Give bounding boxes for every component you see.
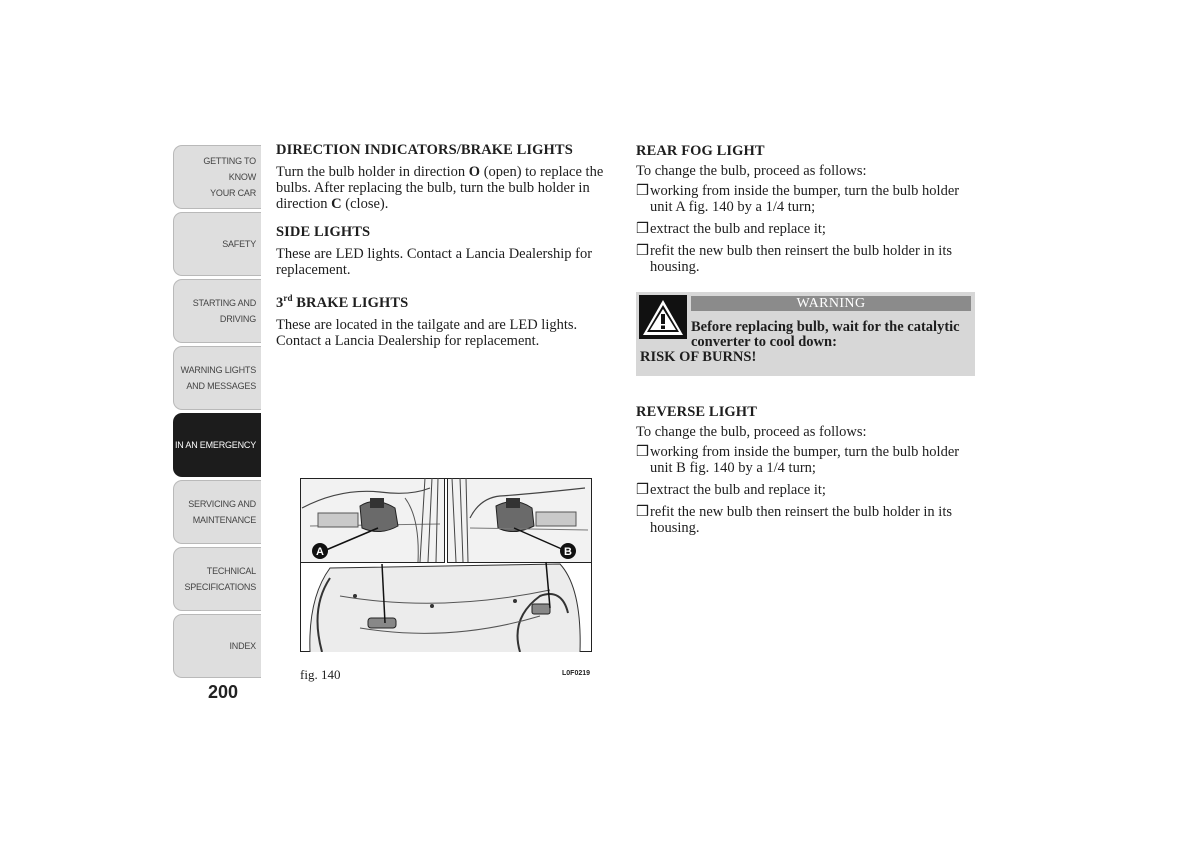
left-column xyxy=(276,142,606,361)
fog-intro: To change the bulb, proceed as follows: xyxy=(636,163,867,179)
tab-warning-lights[interactable]: WARNING LIGHTS AND MESSAGES xyxy=(173,346,261,410)
figure-140-illustration xyxy=(300,478,592,652)
rear-bumper-diagram xyxy=(300,478,592,652)
figure-code: L0F0219 xyxy=(562,670,591,677)
heading-direction-indicators: DIRECTION INDICATORS/BRAKE LIGHTS xyxy=(276,142,573,158)
list-item: ❒ working from inside the bumper, turn the bulb holder unit B fig. 140 by a 1/4 turn; xyxy=(636,444,960,476)
checkbox-bullet-icon: ❒ xyxy=(636,183,649,199)
list-item: ❒ working from inside the bumper, turn the bulb holder unit A fig. 140 by a 1/4 turn; xyxy=(636,183,960,215)
heading-rear-fog-light: REAR FOG LIGHT xyxy=(636,143,765,159)
car-rear-view xyxy=(310,562,580,652)
list-item: ❒ extract the bulb and replace it; xyxy=(636,221,826,237)
reverse-intro: To change the bulb, proceed as follows: xyxy=(636,424,867,440)
tab-servicing[interactable]: SERVICING AND MAINTENANCE xyxy=(173,480,261,544)
tab-getting-to-know[interactable]: GETTING TO KNOW YOUR CAR xyxy=(173,145,261,209)
brake-lights-text: These are located in the tailgate and are LED lights. Contact a Lancia Dealership for replacement. xyxy=(276,316,578,349)
checkbox-bullet-icon: ❒ xyxy=(636,221,649,237)
heading-side-lights: SIDE LIGHTS xyxy=(276,224,371,240)
checkbox-bullet-icon: ❒ xyxy=(636,482,649,498)
warning-text: Before replacing bulb, wait for the catalytic converter to cool down: xyxy=(691,319,960,350)
list-item: ❒ extract the bulb and replace it; xyxy=(636,482,826,498)
checkbox-bullet-icon: ❒ xyxy=(636,504,649,520)
warning-title: WARNING xyxy=(691,296,971,311)
list-item: ❒ refit the new bulb then reinsert the bulb holder in its housing. xyxy=(636,504,953,536)
tab-starting-driving[interactable]: STARTING AND DRIVING xyxy=(173,279,261,343)
tab-index[interactable]: INDEX xyxy=(173,614,261,678)
warning-text-burns: RISK OF BURNS! xyxy=(640,349,757,365)
checkbox-bullet-icon: ❒ xyxy=(636,444,649,460)
list-item: ❒ refit the new bulb then reinsert the bulb holder in its housing. xyxy=(636,243,953,275)
side-lights-text: These are LED lights. Contact a Lancia Dealership for replacement. xyxy=(276,246,593,278)
heading-reverse-light: REVERSE LIGHT xyxy=(636,404,757,420)
page-number: 200 xyxy=(208,682,239,702)
figure-caption: fig. 140 xyxy=(300,667,341,682)
label-b: B xyxy=(564,546,572,558)
tab-safety[interactable]: SAFETY xyxy=(173,212,261,276)
label-a: A xyxy=(316,546,324,558)
right-column xyxy=(636,143,976,281)
heading-brake-lights: 3rd BRAKE LIGHTS xyxy=(276,293,409,311)
tab-in-an-emergency[interactable]: IN AN EMERGENCY xyxy=(173,413,261,477)
warning-box xyxy=(636,292,975,376)
reverse-steps xyxy=(636,444,976,536)
direction-indicators-text: Turn the bulb holder in direction O (open) to replace the bulbs. After replacing the bulb, turn the bulb holder in direction C (close). xyxy=(276,164,604,212)
fog-steps xyxy=(636,183,976,275)
reverse-light-section xyxy=(636,404,976,542)
warning-triangle-icon xyxy=(639,295,687,339)
checkbox-bullet-icon: ❒ xyxy=(636,243,649,259)
tab-technical-specs[interactable]: TECHNICAL SPECIFICATIONS xyxy=(173,547,261,611)
